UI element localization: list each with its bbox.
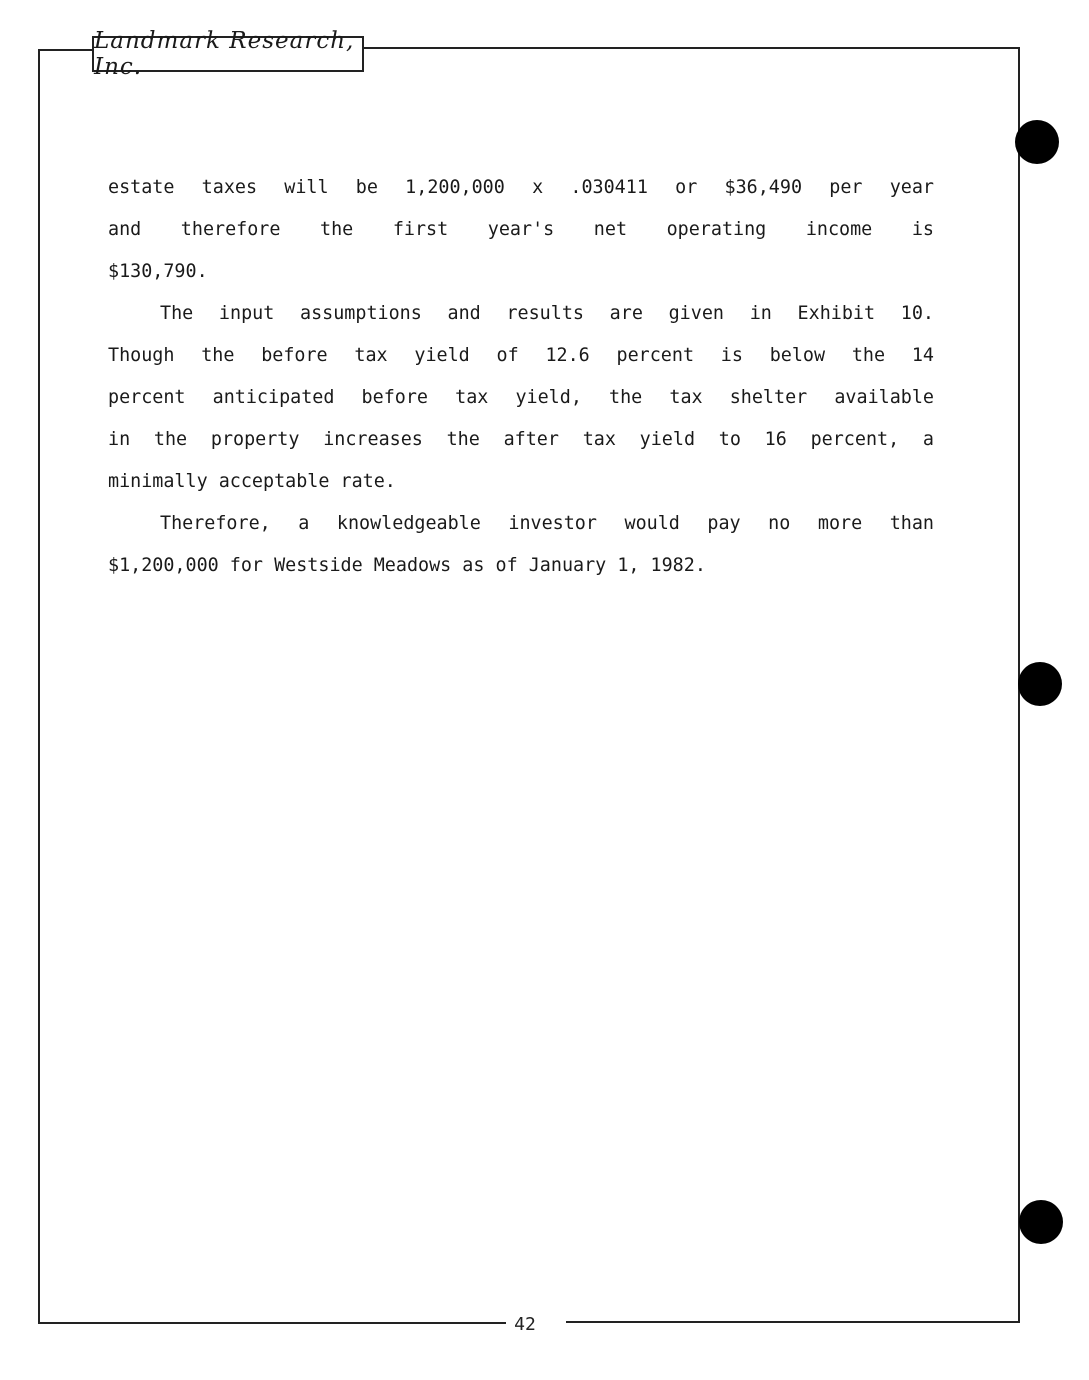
punch-hole-top	[1015, 120, 1059, 164]
frame-bottom-right	[566, 1321, 1020, 1323]
text-line-1: estate taxes will be 1,200,000 x .030411 or $36,490 per year	[108, 177, 934, 198]
text-line-7: in the property increases the after tax yield to 16 percent, a	[108, 429, 934, 450]
frame-top-left	[38, 49, 92, 51]
text-line-9: Therefore, a knowledgeable investor would pay no more than	[160, 513, 934, 534]
text-line-2: and therefore the first year's net operating income is	[108, 219, 934, 240]
text-line-5: Though the before tax yield of 12.6 percent is below the 14	[108, 345, 934, 366]
punch-hole-middle	[1018, 662, 1062, 706]
text-line-6: percent anticipated before tax yield, the tax shelter available	[108, 387, 934, 408]
frame-bottom-left	[38, 1322, 506, 1324]
letterhead-logo	[92, 28, 364, 80]
text-line-3: $130,790.	[108, 261, 208, 282]
text-line-4: The input assumptions and results are given in Exhibit 10.	[160, 303, 934, 324]
page-number: 42	[514, 1314, 536, 1335]
text-line-8: minimally acceptable rate.	[108, 471, 396, 492]
frame-left	[38, 49, 40, 1323]
text-line-10: $1,200,000 for Westside Meadows as of January 1, 1982.	[108, 555, 706, 576]
logo-text: Landmark Research, Inc.	[94, 28, 355, 80]
punch-hole-bottom	[1019, 1200, 1063, 1244]
frame-top-right	[364, 47, 1020, 49]
